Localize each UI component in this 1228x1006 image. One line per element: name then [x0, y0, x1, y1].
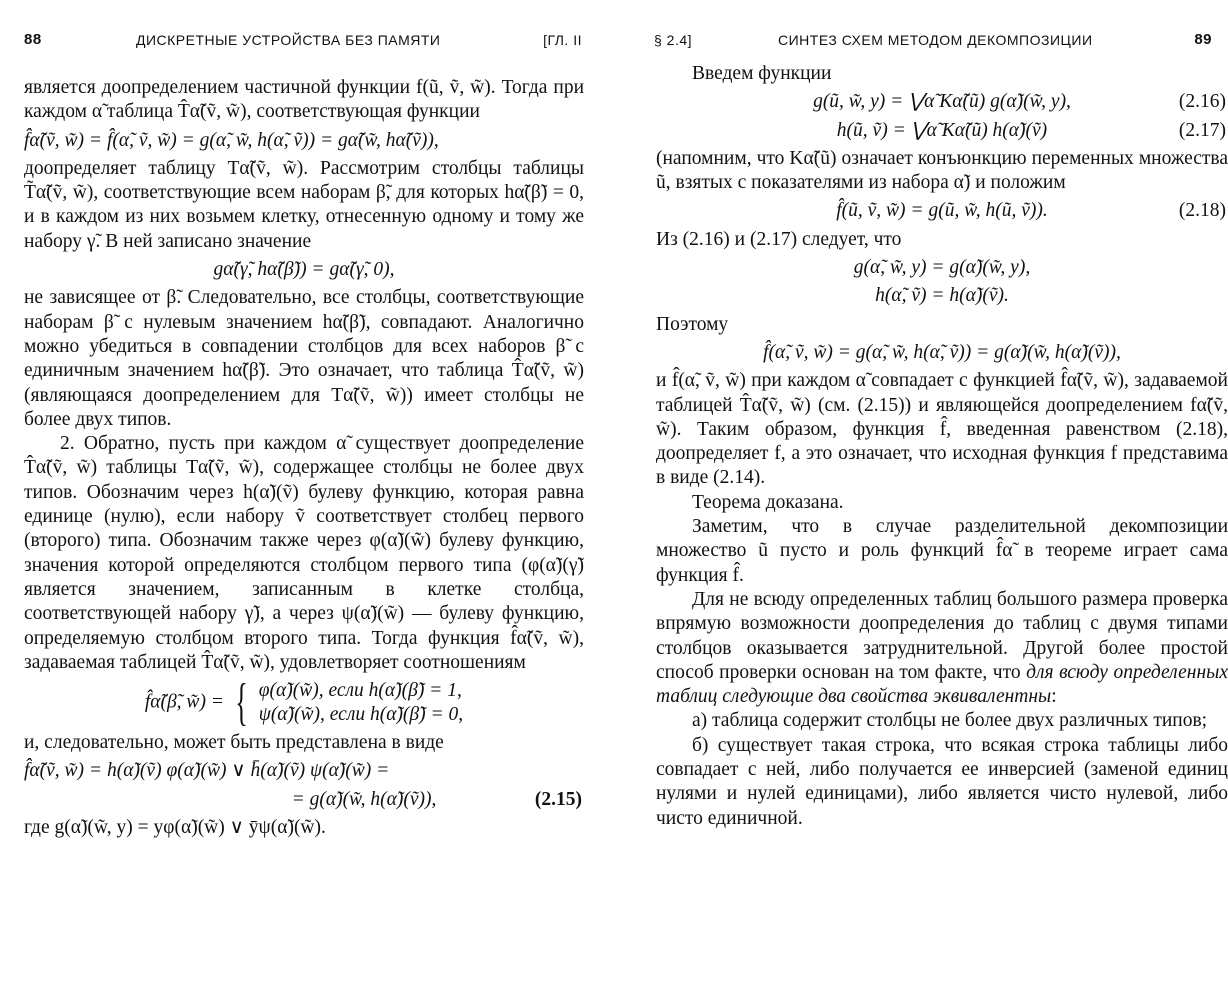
- paragraph: 2. Обратно, пусть при каждом α̃ существует доопределение T̂α̃(ṽ, w̃) таблицы Tα̃(ṽ, w̃), содержащее столбцы не более двух типов. Обозначим через h(α̃)(ṽ) булеву функцию, которая равна единице (нулю), если набору ṽ соответствует столбец первого (второго) типа. Обозначим также через φ(α̃)(w̃) булеву функцию, значения которой определяются столбцом первого типа (φ(α̃)(γ̃) является значением, записанным в клетке столбца, соответствующей набору γ̃), а через ψ(α̃)(w̃) — булеву функцию, определяемую столбцом второго типа. Тогда функция f̂α̃(ṽ, w̃), задаваемая таблицей T̂α̃(ṽ, w̃), удовлетворяет соотношениям: [24, 433, 584, 673]
- equation-number: (2.17): [1178, 119, 1226, 141]
- paragraph: Поэтому: [656, 313, 729, 335]
- equation-number: (2.18): [1178, 200, 1226, 222]
- formula: gα̃(γ̃, hα̃(β̃)) = gα̃(γ̃, 0),: [213, 259, 395, 281]
- formula-line: [656, 90, 1228, 114]
- formula-line: [656, 119, 1228, 143]
- formula: f̂α̃(ṽ, w̃) = f̂(α̃, ṽ, w̃) = g(α̃, w̃, h(α̃, ṽ)) = gα̃(w̃, hα̃(ṽ)),: [24, 129, 439, 151]
- cases-formula: [24, 674, 584, 732]
- formula-line: [656, 199, 1228, 223]
- paragraph-text: :: [1051, 686, 1057, 708]
- paragraph: и, следовательно, может быть представлена в виде: [24, 732, 444, 754]
- formula: g(α̃, w̃, y) = g(α̃)(w̃, y),: [853, 257, 1031, 279]
- chapter-label: [ГЛ. II: [543, 32, 582, 48]
- formula: f̂α̃(ṽ, w̃) = h(α̃)(ṽ) φ(α̃)(w̃) ∨ h̄(α̃)(ṽ) ψ(α̃)(w̃) =: [24, 760, 390, 782]
- paragraph: (напомним, что Kα̃(ũ) означает конъюнкцию переменных множества ũ, взятых с показателями из набора α̃) и положим: [656, 147, 1228, 194]
- formula: h(α̃, ṽ) = h(α̃)(ṽ).: [875, 285, 1009, 307]
- formula: g(ũ, w̃, y) = ⋁α̃ Kα̃(ũ) g(α̃)(w̃, y),: [813, 91, 1071, 113]
- brace-symbol: {: [235, 674, 248, 732]
- running-title: ДИСКРЕТНЫЕ УСТРОЙСТВА БЕЗ ПАМЯТИ: [136, 32, 441, 48]
- formula: f̂(α̃, ṽ, w̃) = g(α̃, w̃, h(α̃, ṽ)) = g(α̃)(w̃, h(α̃)(ṽ)),: [763, 341, 1121, 363]
- paragraph: где g(α̃)(w̃, y) = yφ(α̃)(w̃) ∨ ȳψ(α̃)(w̃).: [24, 817, 326, 839]
- right-body-text: [656, 62, 1228, 831]
- italic-emphasis: для всюду определенных таблиц следующие два свойства эквивалентны: [656, 661, 1228, 708]
- cases-lhs: f̂α̃(β̃, w̃) =: [144, 691, 224, 713]
- case-line: φ(α̃)(w̃), если h(α̃)(β̃) = 1,: [258, 679, 462, 701]
- paragraph: и f̂(α̃, ṽ, w̃) при каждом α̃ совпадает с функцией f̂α̃(ṽ, w̃), задаваемой таблицей T̂α̃(ṽ, w̃) (см. (2.15)) и являющейся доопределением fα̃(ṽ, w̃). Таким образом, функция f̂, введенная равенством (2.18), доопределяет f, а это означает, что исходная функция f представима в виде (2.14).: [656, 370, 1228, 489]
- left-body-text: [24, 76, 584, 840]
- paragraph: Заметим, что в случае разделительной декомпозиции множество ũ пусто и роль функций f̂α̃ в теореме играет сама функция f̂.: [656, 516, 1228, 586]
- right-page-header: [654, 28, 1216, 54]
- equation-number: (2.15): [534, 788, 582, 810]
- cases-block: [259, 679, 463, 728]
- paragraph: доопределяет таблицу Tα̃(ṽ, w̃). Рассмотрим столбцы таблицы T̃α̃(ṽ, w̃), соответствующие всем наборам β̃, для которых hα̃(β̃) = 0, и в каждом из них возьмем клетку, отнесенную одному и тому же набору γ̃. В ней записано значение: [24, 157, 584, 252]
- page-number: 88: [24, 31, 42, 48]
- formula: h(ũ, ṽ) = ⋁α̃ Kα̃(ũ) h(α̃)(ṽ): [836, 119, 1048, 141]
- formula: f̂(ũ, ṽ, w̃) = g(ũ, w̃, h(ũ, ṽ)).: [836, 200, 1048, 222]
- equation-number: (2.16): [1178, 91, 1226, 113]
- formula: = g(α̃)(w̃, h(α̃)(ṽ)),: [291, 788, 437, 810]
- section-label: § 2.4]: [654, 32, 693, 48]
- paragraph: Теорема доказана.: [692, 491, 844, 513]
- left-page-header: [24, 28, 582, 54]
- paragraph: Введем функции: [692, 63, 832, 84]
- paragraph: [656, 588, 1228, 709]
- right-page: [614, 0, 1228, 1006]
- page-number: 89: [1194, 31, 1212, 48]
- list-item: а) таблица содержит столбцы не более двух различных типов;: [692, 710, 1208, 732]
- list-item: б) существует такая строка, что всякая строка таблицы либо совпадает с ней, либо получается ее инверсией (заменой единиц нулями и нулей единицами), либо является чисто нулевой, либо чисто единичной.: [656, 734, 1228, 829]
- paragraph-text: Для не всюду определенных таблиц большого размера проверка впрямую возможности доопределения до таблиц с двумя типами столбцов оказывается затруднительной. Другой более простой способ проверки основан на том факте, что: [656, 588, 1228, 683]
- paragraph: является доопределением частичной функции f(ũ, ṽ, w̃). Тогда при каждом α̃ таблица T̂α̃(ṽ, w̃), соответствующая функции: [24, 77, 584, 123]
- formula-line: [24, 788, 584, 812]
- paragraph: Из (2.16) и (2.17) следует, что: [656, 228, 902, 250]
- case-line: ψ(α̃)(w̃), если h(α̃)(β̃) = 0,: [258, 704, 464, 726]
- running-title: СИНТЕЗ СХЕМ МЕТОДОМ ДЕКОМПОЗИЦИИ: [778, 32, 1093, 48]
- paragraph: не зависящее от β̃. Следовательно, все столбцы, соответствующие наборам β̃ с нулевым значением hα̃(β̃), совпадают. Аналогично можно убедиться в совпадении столбцов для всех наборов β̃ с единичным значением hα̃(β̃). Это означает, что таблица T̂α̃(ṽ, w̃) (являющаяся доопределением для Tα̃(ṽ, w̃)) имеет столбцы не более двух типов.: [24, 287, 584, 430]
